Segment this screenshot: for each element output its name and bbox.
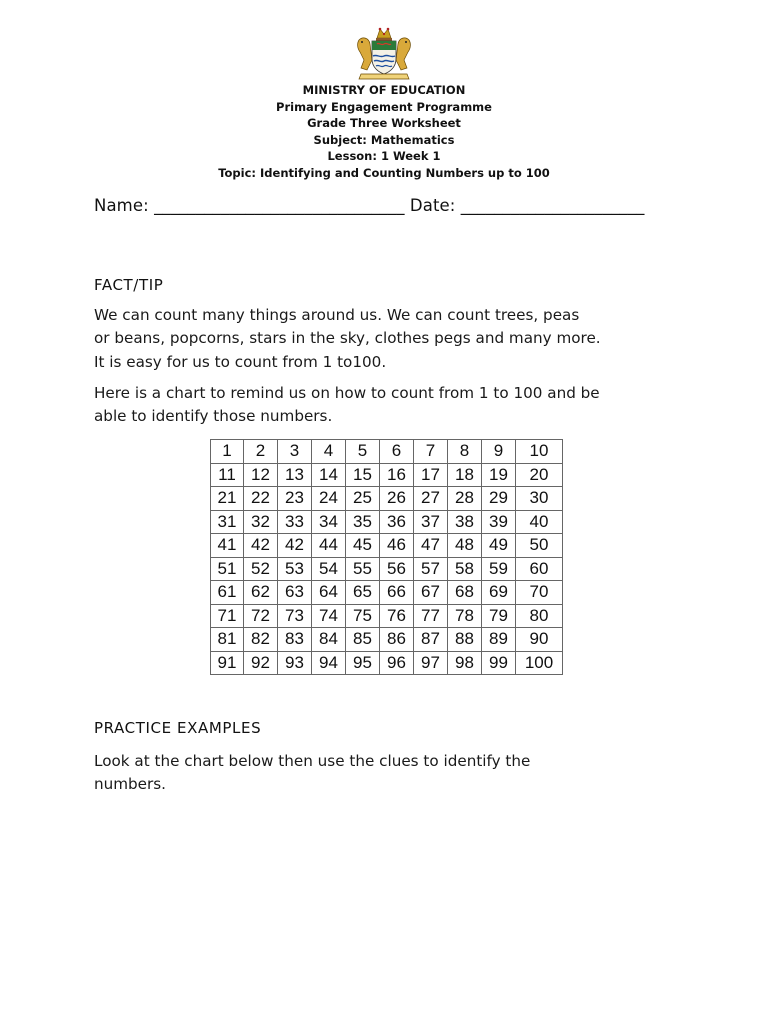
coat-of-arms-icon [353, 26, 415, 82]
hundred-chart-cell: 9 [482, 440, 516, 464]
hundred-chart-cell: 99 [482, 651, 516, 675]
hundred-chart-cell: 69 [482, 581, 516, 605]
subject-line: Subject: Mathematics [313, 132, 455, 147]
hundred-chart-cell: 68 [448, 581, 482, 605]
practice-heading: PRACTICE EXAMPLES [94, 719, 262, 737]
hundred-chart-cell: 28 [448, 487, 482, 511]
hundred-chart-cell: 88 [448, 628, 482, 652]
hundred-chart-row [211, 581, 563, 605]
hundred-chart-cell: 65 [346, 581, 380, 605]
worksheet-title: Grade Three Worksheet [307, 116, 461, 131]
hundred-chart-cell: 45 [346, 534, 380, 558]
hundred-chart-row [211, 557, 563, 581]
chart-intro-line-1: Here is a chart to remind us on how to count from 1 to 100 and be [94, 384, 600, 402]
hundred-chart-cell: 25 [346, 487, 380, 511]
hundred-chart-cell: 66 [380, 581, 414, 605]
hundred-chart-cell: 53 [278, 557, 312, 581]
hundred-chart-cell: 62 [244, 581, 278, 605]
hundred-chart-cell: 79 [482, 604, 516, 628]
hundred-chart-cell: 13 [278, 463, 312, 487]
hundred-chart-row [211, 651, 563, 675]
hundred-chart-cell: 82 [244, 628, 278, 652]
hundred-chart-cell: 24 [312, 487, 346, 511]
hundred-chart-cell: 29 [482, 487, 516, 511]
hundred-chart-cell: 72 [244, 604, 278, 628]
lesson-line: Lesson: 1 Week 1 [327, 149, 441, 164]
hundred-chart-cell: 1 [211, 440, 244, 464]
hundred-chart-cell: 85 [346, 628, 380, 652]
worksheet-header [0, 82, 768, 182]
topic-line: Topic: Identifying and Counting Numbers up to 100 [218, 165, 550, 180]
hundred-chart-cell: 36 [380, 510, 414, 534]
hundred-chart-cell: 92 [244, 651, 278, 675]
hundred-chart-cell: 64 [312, 581, 346, 605]
hundred-chart-cell: 100 [516, 651, 563, 675]
hundred-chart-row [211, 534, 563, 558]
hundred-chart-row [211, 604, 563, 628]
hundred-chart-cell: 23 [278, 487, 312, 511]
hundred-chart-cell: 56 [380, 557, 414, 581]
hundred-chart-cell: 22 [244, 487, 278, 511]
hundred-chart-cell: 20 [516, 463, 563, 487]
name-date-line: Name: ______________________________ Date: ______________________ [94, 196, 645, 215]
hundred-chart-cell: 93 [278, 651, 312, 675]
hundred-chart-cell: 44 [312, 534, 346, 558]
hundred-chart-cell: 70 [516, 581, 563, 605]
hundred-chart-cell: 91 [211, 651, 244, 675]
hundred-chart-cell: 33 [278, 510, 312, 534]
hundred-chart-cell: 35 [346, 510, 380, 534]
hundred-chart-cell: 90 [516, 628, 563, 652]
hundred-chart-cell: 4 [312, 440, 346, 464]
hundred-chart-cell: 54 [312, 557, 346, 581]
hundred-chart-cell: 84 [312, 628, 346, 652]
hundred-chart-row [211, 463, 563, 487]
hundred-chart-cell: 94 [312, 651, 346, 675]
practice-paragraph [94, 750, 684, 797]
hundred-chart-cell: 61 [211, 581, 244, 605]
hundred-chart-cell: 95 [346, 651, 380, 675]
hundred-chart-row [211, 628, 563, 652]
hundred-chart-cell: 59 [482, 557, 516, 581]
fact-line-1: We can count many things around us. We can count trees, peas [94, 306, 580, 324]
hundred-chart-cell: 52 [244, 557, 278, 581]
hundred-chart-cell: 50 [516, 534, 563, 558]
hundred-chart [210, 439, 563, 675]
hundred-chart-cell: 96 [380, 651, 414, 675]
hundred-chart-cell: 57 [414, 557, 448, 581]
chart-intro-paragraph [94, 382, 684, 429]
hundred-chart-cell: 31 [211, 510, 244, 534]
hundred-chart-cell: 83 [278, 628, 312, 652]
hundred-chart-cell: 74 [312, 604, 346, 628]
hundred-chart-cell: 14 [312, 463, 346, 487]
hundred-chart-cell: 71 [211, 604, 244, 628]
hundred-chart-cell: 19 [482, 463, 516, 487]
hundred-chart-cell: 75 [346, 604, 380, 628]
fact-line-2: or beans, popcorns, stars in the sky, clothes pegs and many more. [94, 329, 601, 348]
hundred-chart-cell: 80 [516, 604, 563, 628]
hundred-chart-cell: 34 [312, 510, 346, 534]
hundred-chart-cell: 58 [448, 557, 482, 581]
hundred-chart-cell: 26 [380, 487, 414, 511]
fact-line-3: It is easy for us to count from 1 to100. [94, 352, 387, 371]
chart-intro-line-2: able to identify those numbers. [94, 407, 333, 426]
hundred-chart-cell: 63 [278, 581, 312, 605]
hundred-chart-cell: 86 [380, 628, 414, 652]
hundred-chart-cell: 48 [448, 534, 482, 558]
hundred-chart-cell: 77 [414, 604, 448, 628]
hundred-chart-cell: 8 [448, 440, 482, 464]
hundred-chart-cell: 67 [414, 581, 448, 605]
hundred-chart-cell: 40 [516, 510, 563, 534]
hundred-chart-cell: 6 [380, 440, 414, 464]
hundred-chart-cell: 37 [414, 510, 448, 534]
hundred-chart-cell: 89 [482, 628, 516, 652]
hundred-chart-cell: 15 [346, 463, 380, 487]
hundred-chart-cell: 7 [414, 440, 448, 464]
hundred-chart-cell: 21 [211, 487, 244, 511]
hundred-chart-cell: 5 [346, 440, 380, 464]
hundred-chart-row [211, 487, 563, 511]
hundred-chart-row [211, 440, 563, 464]
hundred-chart-cell: 30 [516, 487, 563, 511]
ministry-title: MINISTRY OF EDUCATION [302, 83, 466, 97]
fact-paragraph [94, 304, 684, 374]
hundred-chart-cell: 46 [380, 534, 414, 558]
hundred-chart-cell: 42 [244, 534, 278, 558]
hundred-chart-cell: 32 [244, 510, 278, 534]
programme-title: Primary Engagement Programme [276, 99, 492, 114]
hundred-chart-cell: 47 [414, 534, 448, 558]
hundred-chart-cell: 98 [448, 651, 482, 675]
hundred-chart-cell: 3 [278, 440, 312, 464]
hundred-chart-cell: 41 [211, 534, 244, 558]
fact-tip-heading: FACT/TIP [94, 276, 164, 294]
hundred-chart-cell: 42 [278, 534, 312, 558]
hundred-chart-cell: 12 [244, 463, 278, 487]
hundred-chart-cell: 76 [380, 604, 414, 628]
hundred-chart-cell: 18 [448, 463, 482, 487]
hundred-chart-cell: 10 [516, 440, 563, 464]
practice-line-1: Look at the chart below then use the clues to identify the [94, 752, 531, 770]
hundred-chart-cell: 87 [414, 628, 448, 652]
hundred-chart-cell: 2 [244, 440, 278, 464]
practice-line-2: numbers. [94, 775, 167, 794]
hundred-chart-cell: 39 [482, 510, 516, 534]
hundred-chart-cell: 55 [346, 557, 380, 581]
hundred-chart-cell: 38 [448, 510, 482, 534]
hundred-chart-cell: 51 [211, 557, 244, 581]
hundred-chart-row [211, 510, 563, 534]
hundred-chart-cell: 17 [414, 463, 448, 487]
hundred-chart-cell: 60 [516, 557, 563, 581]
hundred-chart-cell: 27 [414, 487, 448, 511]
hundred-chart-cell: 81 [211, 628, 244, 652]
hundred-chart-cell: 11 [211, 463, 244, 487]
hundred-chart-cell: 97 [414, 651, 448, 675]
hundred-chart-cell: 16 [380, 463, 414, 487]
hundred-chart-cell: 73 [278, 604, 312, 628]
hundred-chart-cell: 78 [448, 604, 482, 628]
hundred-chart-cell: 49 [482, 534, 516, 558]
